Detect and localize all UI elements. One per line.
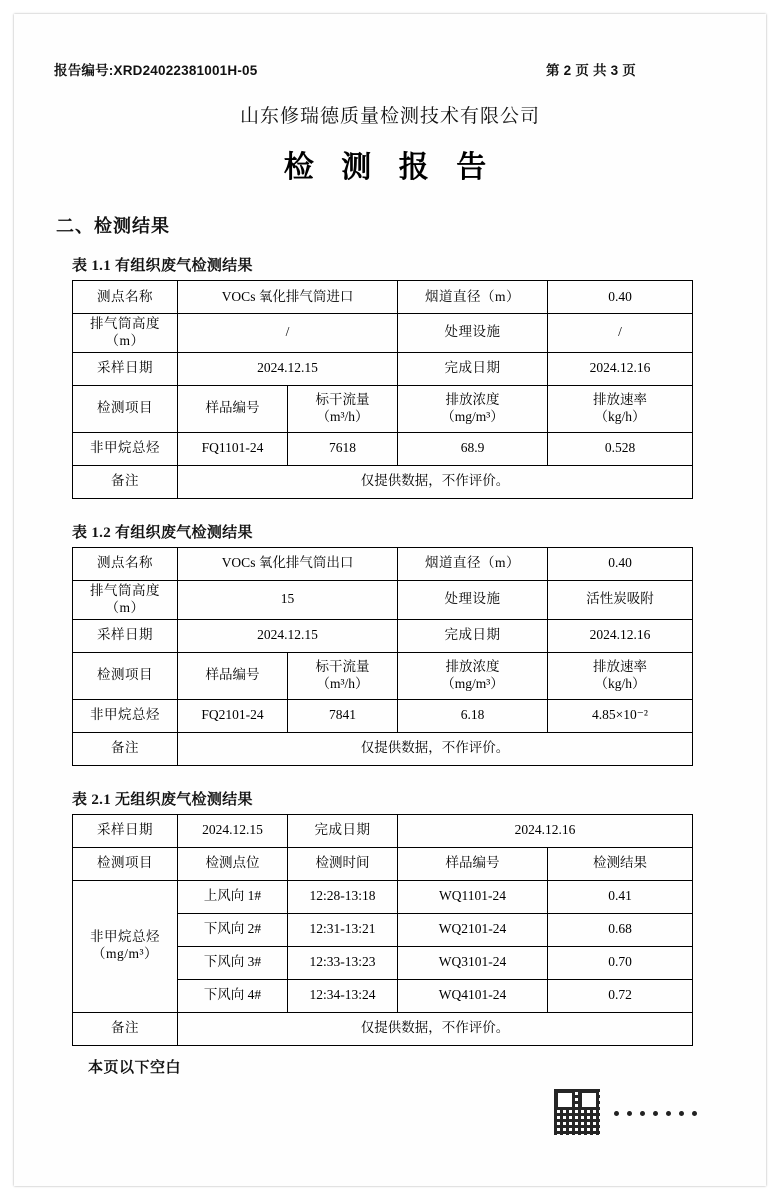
cell-time: 12:33-13:23: [288, 946, 398, 979]
cell-rate-label: [548, 385, 693, 432]
dot-icon: [614, 1111, 619, 1116]
cell-time: 12:28-13:18: [288, 880, 398, 913]
rate-label-line1: 排放速率: [593, 658, 648, 674]
cell-data-rate: 0.528: [548, 432, 693, 465]
cell-point: 下风向 3#: [178, 946, 288, 979]
table-1-2: [72, 547, 693, 766]
cell-sample-date-value: 2024.12.15: [178, 814, 288, 847]
cell-header-time: 检测时间: [288, 847, 398, 880]
cell-facility-value: 活性炭吸附: [548, 580, 693, 619]
cell-conc-label: [398, 652, 548, 699]
conc-label-line1: 排放浓度: [445, 658, 500, 674]
dot-icon: [666, 1111, 671, 1116]
table-header-row: [73, 847, 693, 880]
cell-item-nmhc: [73, 880, 178, 1012]
page-number: 第 2 页 共 3 页: [546, 63, 636, 78]
page-footer: [14, 1089, 766, 1169]
dot-icon: [692, 1111, 697, 1116]
table-row: [73, 547, 693, 580]
flow-label-line2: （m³/h）: [316, 408, 369, 424]
page-content: [54, 59, 726, 1077]
rate-label-line2: （kg/h）: [594, 408, 646, 424]
cell-sample-date-label: 采样日期: [73, 352, 178, 385]
cell-sample-no: WQ4101-24: [398, 979, 548, 1012]
cell-sample-date-label: 采样日期: [73, 619, 178, 652]
table-header-row: [73, 385, 693, 432]
cell-sample-no: WQ3101-24: [398, 946, 548, 979]
cell-remark-label: 备注: [73, 1012, 178, 1045]
conc-label-line1: 排放浓度: [445, 391, 500, 407]
cell-item-label: 检测项目: [73, 652, 178, 699]
cell-point: 上风向 1#: [178, 880, 288, 913]
table-row: [73, 580, 693, 619]
cell-header-sample-no: 样品编号: [398, 847, 548, 880]
cell-result: 0.41: [548, 880, 693, 913]
cell-facility-label: 处理设施: [398, 580, 548, 619]
cell-header-item: 检测项目: [73, 847, 178, 880]
dot-icon: [640, 1111, 645, 1116]
qr-code-icon: [554, 1089, 600, 1135]
cell-data-flow: 7841: [288, 699, 398, 732]
cell-flow-label: [288, 652, 398, 699]
cell-duct-label: 烟道直径（m）: [398, 547, 548, 580]
cell-remark-label: 备注: [73, 465, 178, 498]
cell-flow-label: [288, 385, 398, 432]
paper-sheet: [14, 14, 766, 1186]
table-caption-1-1: 表 1.1 有组织废气检测结果: [72, 258, 253, 274]
cell-result: 0.68: [548, 913, 693, 946]
cell-result: 0.72: [548, 979, 693, 1012]
cell-item-label: 检测项目: [73, 385, 178, 432]
cell-facility-label: 处理设施: [398, 314, 548, 353]
table-row: [73, 619, 693, 652]
cell-finish-date-label: 完成日期: [398, 619, 548, 652]
company-name: 山东修瑞德质量检测技术有限公司: [239, 106, 540, 127]
item-label-line2: （mg/m³）: [91, 946, 159, 961]
cell-conc-label: [398, 385, 548, 432]
cell-facility-value: /: [548, 314, 693, 353]
conc-label-line2: （mg/m³）: [441, 408, 504, 424]
cell-data-conc: 68.9: [398, 432, 548, 465]
cell-time: 12:34-13:24: [288, 979, 398, 1012]
table-row: [73, 732, 693, 765]
cell-point-label: 测点名称: [73, 547, 178, 580]
conc-label-line2: （mg/m³）: [441, 675, 504, 691]
cell-data-sample-no: FQ1101-24: [178, 432, 288, 465]
cell-duct-value: 0.40: [548, 547, 693, 580]
dot-separator: [614, 1111, 697, 1116]
document-header: [54, 59, 726, 79]
cell-result: 0.70: [548, 946, 693, 979]
cell-data-conc: 6.18: [398, 699, 548, 732]
table-2-1: [72, 814, 693, 1046]
cell-point: 下风向 2#: [178, 913, 288, 946]
cell-rate-label: [548, 652, 693, 699]
cell-sample-no: WQ2101-24: [398, 913, 548, 946]
dot-icon: [653, 1111, 658, 1116]
cell-finish-date-label: 完成日期: [288, 814, 398, 847]
table-row: [73, 465, 693, 498]
rate-label-line2: （kg/h）: [594, 675, 646, 691]
cell-remark-value: 仅提供数据，不作评价。: [178, 465, 693, 498]
table-row: [73, 352, 693, 385]
cell-data-item: 非甲烷总烃: [73, 699, 178, 732]
cell-data-item: 非甲烷总烃: [73, 432, 178, 465]
table-row: [73, 281, 693, 314]
dot-icon: [679, 1111, 684, 1116]
cell-remark-value: 仅提供数据，不作评价。: [178, 732, 693, 765]
page-title: 检 测 报 告: [283, 151, 497, 184]
cell-sample-no: WQ1101-24: [398, 880, 548, 913]
cell-sample-no-label: 样品编号: [178, 652, 288, 699]
table-row: [73, 814, 693, 847]
table-row: [73, 699, 693, 732]
cell-height-value: 15: [178, 580, 398, 619]
cell-remark-label: 备注: [73, 732, 178, 765]
table-1-1: [72, 280, 693, 499]
cell-point: 下风向 4#: [178, 979, 288, 1012]
blank-note: 本页以下空白: [88, 1059, 182, 1076]
cell-duct-value: 0.40: [548, 281, 693, 314]
cell-header-result: 检测结果: [548, 847, 693, 880]
cell-point-value: VOCs 氧化排气筒进口: [178, 281, 398, 314]
section-heading: 二、检测结果: [56, 216, 170, 236]
table-row: [73, 314, 693, 353]
table-row: [73, 1012, 693, 1045]
table-row: [73, 432, 693, 465]
cell-finish-date-value: 2024.12.16: [548, 619, 693, 652]
cell-finish-date-value: 2024.12.16: [398, 814, 693, 847]
cell-sample-date-value: 2024.12.15: [178, 352, 398, 385]
cell-height-label: 排气筒高度（m）: [73, 314, 178, 353]
cell-header-point: 检测点位: [178, 847, 288, 880]
cell-finish-date-label: 完成日期: [398, 352, 548, 385]
cell-time: 12:31-13:21: [288, 913, 398, 946]
table-header-row: [73, 652, 693, 699]
item-label-line1: 非甲烷总烃: [90, 929, 160, 945]
flow-label-line2: （m³/h）: [316, 675, 369, 691]
cell-remark-value: 仅提供数据，不作评价。: [178, 1012, 693, 1045]
cell-point-value: VOCs 氧化排气筒出口: [178, 547, 398, 580]
cell-data-rate: 4.85×10⁻²: [548, 699, 693, 732]
cell-height-label: 排气筒高度（m）: [73, 580, 178, 619]
cell-duct-label: 烟道直径（m）: [398, 281, 548, 314]
cell-finish-date-value: 2024.12.16: [548, 352, 693, 385]
flow-label-line1: 标干流量: [315, 658, 370, 674]
dot-icon: [627, 1111, 632, 1116]
cell-sample-date-label: 采样日期: [73, 814, 178, 847]
table-caption-1-2: 表 1.2 有组织废气检测结果: [72, 524, 253, 541]
table-row: [73, 880, 693, 913]
report-number: 报告编号:XRD24022381001H-05: [54, 63, 258, 78]
cell-sample-date-value: 2024.12.15: [178, 619, 398, 652]
cell-point-label: 测点名称: [73, 281, 178, 314]
cell-height-value: /: [178, 314, 398, 353]
flow-label-line1: 标干流量: [315, 391, 370, 407]
cell-data-sample-no: FQ2101-24: [178, 699, 288, 732]
cell-sample-no-label: 样品编号: [178, 385, 288, 432]
rate-label-line1: 排放速率: [593, 391, 648, 407]
table-caption-2-1: 表 2.1 无组织废气检测结果: [72, 791, 253, 808]
cell-data-flow: 7618: [288, 432, 398, 465]
